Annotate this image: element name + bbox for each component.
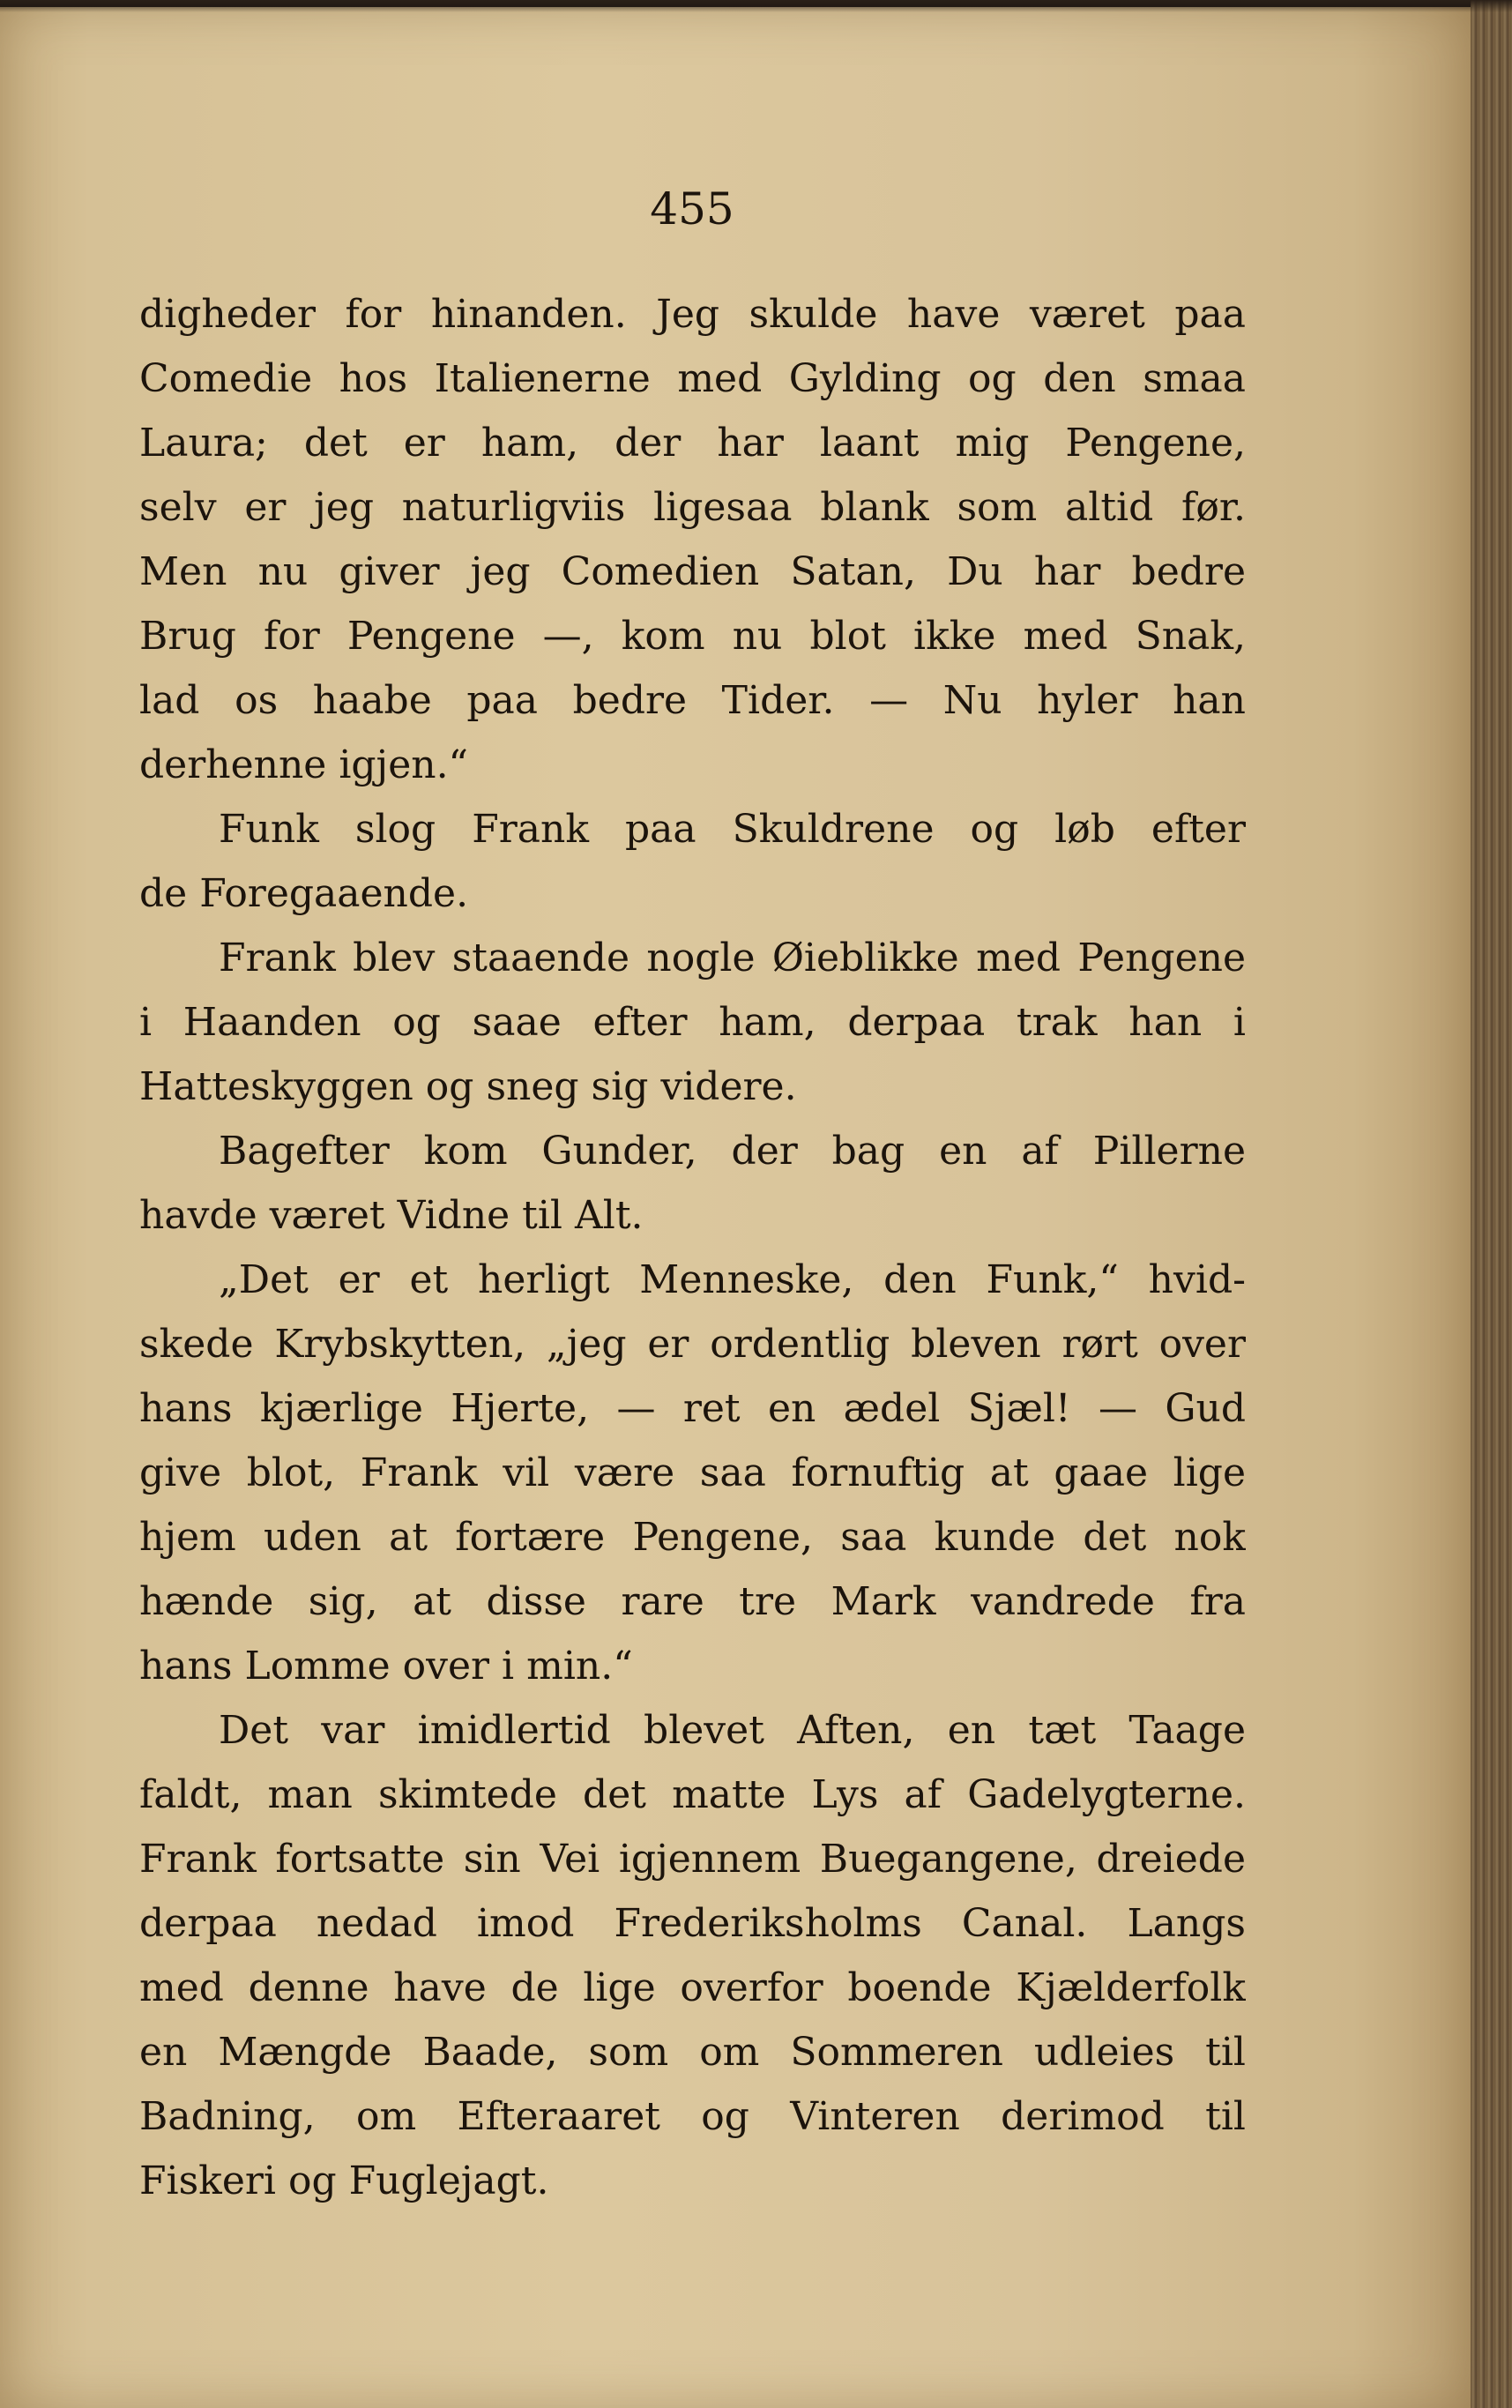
text-line: Fiskeri og Fuglejagt. (139, 2158, 549, 2203)
text-line: Hatteskyggen og sneg sig videre. (139, 1064, 797, 1109)
body-text (139, 282, 1246, 2213)
page-stack-edge (1471, 0, 1512, 2408)
text-line: skede Krybskytten, „jeg er ordentlig bleven rørt over (139, 1322, 1246, 1367)
text-line: Badning, om Efteraaret og Vinteren derimod til (139, 2094, 1246, 2139)
text-line: Laura; det er ham, der har laant mig Pengene, (139, 421, 1246, 466)
text-line: hans kjærlige Hjerte, — ret en ædel Sjæl! — Gud (139, 1386, 1246, 1431)
text-line: Det var imidlertid blevet Aften, en tæt Taage (219, 1708, 1246, 1753)
text-line: med denne have de lige overfor boende Kjælderfolk (139, 1965, 1246, 2010)
top-shadow (0, 0, 1512, 12)
text-line: Funk slog Frank paa Skuldrene og løb efter (219, 807, 1246, 852)
book-page (0, 7, 1471, 2408)
text-line: havde været Vidne til Alt. (139, 1193, 644, 1238)
text-line: Frank blev staaende nogle Øieblikke med Pengene (219, 936, 1246, 980)
text-line: Frank fortsatte sin Vei igjennem Buegangene, dreiede (139, 1837, 1246, 1882)
text-line: Men nu giver jeg Comedien Satan, Du har bedre (139, 549, 1246, 594)
text-line: faldt, man skimtede det matte Lys af Gadelygterne. (139, 1772, 1246, 1817)
text-line: hjem uden at fortære Pengene, saa kunde det nok (139, 1515, 1246, 1560)
text-line: lad os haabe paa bedre Tider. — Nu hyler han (139, 678, 1246, 723)
text-line: digheder for hinanden. Jeg skulde have været paa (139, 292, 1246, 337)
text-line: i Haanden og saae efter ham, derpaa trak han i (139, 1000, 1246, 1045)
text-line: give blot, Frank vil være saa fornuftig at gaae lige (139, 1450, 1246, 1495)
text-line: en Mængde Baade, som om Sommeren udleies til (139, 2030, 1246, 2075)
page-number: 455 (650, 183, 734, 235)
text-line: hænde sig, at disse rare tre Mark vandrede fra (139, 1579, 1246, 1624)
text-line: hans Lomme over i min.“ (139, 1644, 633, 1689)
text-line: selv er jeg naturligviis ligesaa blank som altid før. (139, 485, 1246, 530)
text-line: „Det er et herligt Menneske, den Funk,“ hvid- (219, 1257, 1246, 1302)
text-line: Brug for Pengene —, kom nu blot ikke med Snak, (139, 614, 1246, 659)
text-line: Comedie hos Italienerne med Gylding og den smaa (139, 356, 1246, 401)
text-line: Bagefter kom Gunder, der bag en af Pillerne (219, 1129, 1246, 1174)
text-line: de Foregaaende. (139, 871, 469, 916)
text-line: derhenne igjen.“ (139, 742, 469, 787)
text-line: derpaa nedad imod Frederiksholms Canal. Langs (139, 1901, 1246, 1946)
